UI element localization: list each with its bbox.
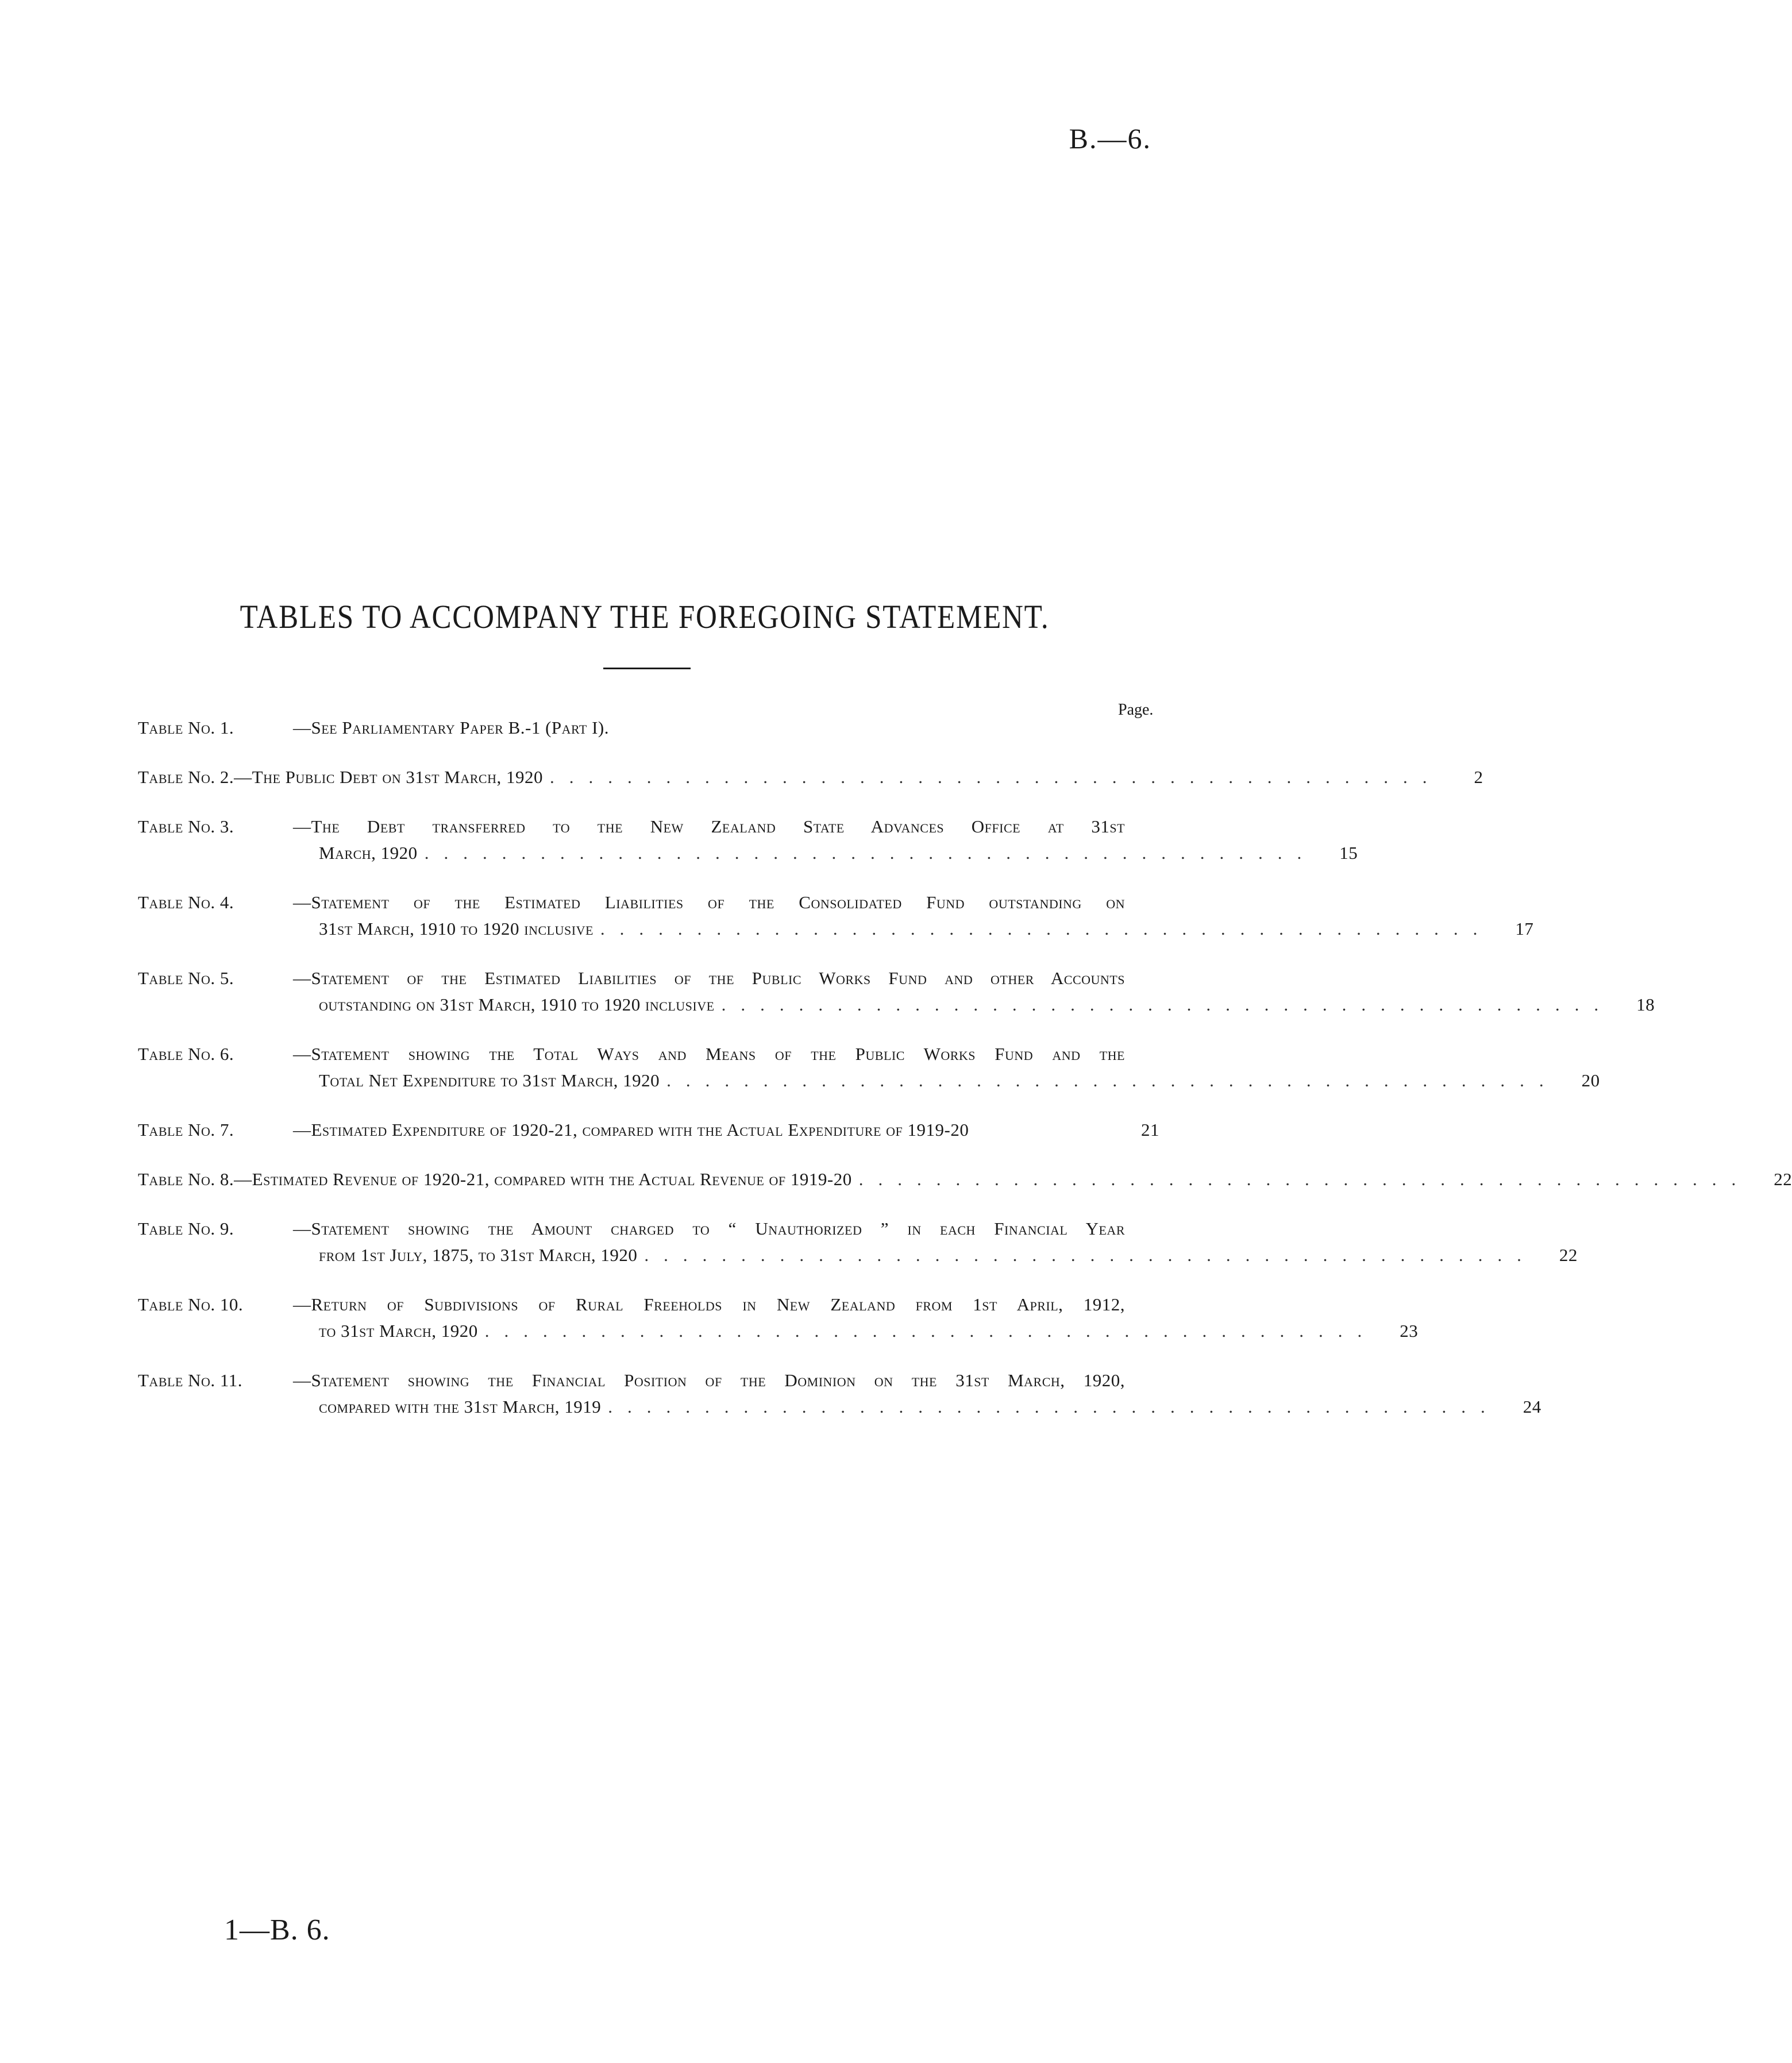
toc-entry-number: Table No. 1. — [138, 718, 234, 738]
page-title: TABLES TO ACCOMPANY THE FOREGOING STATEMENT. — [240, 598, 1050, 635]
toc-entry-page: 21 — [1141, 1120, 1159, 1140]
toc-entry-number: Table No. 3. — [138, 816, 234, 836]
signature-reference: 1—B. 6. — [224, 1914, 330, 1946]
toc-entry-title: —Statement showing the Total Ways and Means of the Public Works Fund and the — [293, 1044, 1125, 1064]
toc-entry-page: 22 — [1559, 1245, 1578, 1265]
toc-entry-title-cont: outstanding on 31st March, 1910 to 1920 inclusive — [319, 994, 715, 1015]
toc-entry-number: Table No. 10. — [138, 1294, 244, 1314]
toc-entry-number: Table No. 11. — [138, 1370, 242, 1390]
toc-entry-page: 2 — [1474, 767, 1483, 787]
dot-leader: .............................................. — [666, 1070, 1559, 1090]
toc-entry-page: 17 — [1515, 919, 1534, 939]
toc-entry-number: Table No. 6. — [138, 1044, 234, 1064]
dot-leader: .............................................. — [721, 994, 1614, 1015]
toc-entry — [138, 1291, 1419, 1344]
toc-entry-page: 18 — [1636, 994, 1655, 1015]
dot-leader: .............................................. — [600, 919, 1493, 939]
toc-entry-number: Table No. 5. — [138, 968, 234, 988]
title-rule — [603, 668, 691, 669]
toc-entry-title: —The Debt transferred to the New Zealand State Advances Office at 31st — [293, 816, 1125, 836]
toc-entry — [138, 1117, 1159, 1143]
page-column-heading: Page. — [1118, 701, 1154, 719]
toc-entry-number: Table No. 4. — [138, 892, 234, 912]
dot-leader: .............................................. — [644, 1245, 1536, 1265]
dot-leader: .............................................. — [549, 767, 1442, 787]
dot-leader: .............................................. — [608, 1397, 1500, 1417]
toc-entry-number: Table No. 2. — [138, 767, 234, 787]
toc-entry-title: —Statement showing the Amount charged to “ Unauthorized ” in each Financial Year — [293, 1218, 1125, 1239]
toc-entry-page: 20 — [1581, 1070, 1600, 1090]
dot-leader: .............................................. — [858, 1169, 1751, 1189]
toc-entry — [138, 1041, 1600, 1094]
toc-entry-title-cont: March, 1920 — [319, 843, 418, 863]
toc-entry-title: —Return of Subdivisions of Rural Freeholds in New Zealand from 1st April, 1912, — [293, 1294, 1125, 1314]
toc-entry — [138, 813, 1358, 866]
toc-entry-title: —Statement showing the Financial Position of the Dominion on the 31st March, 1920, — [293, 1370, 1125, 1390]
dot-leader: .............................................. — [424, 843, 1317, 863]
toc-entry-number: Table No. 9. — [138, 1218, 234, 1239]
toc-entry-title: —Estimated Revenue of 1920-21, compared with the Actual Revenue of 1919-20 — [234, 1169, 852, 1189]
toc-entry — [138, 1367, 1541, 1420]
toc-entry-title-cont: Total Net Expenditure to 31st March, 1920 — [319, 1070, 660, 1090]
toc-entry-page: 15 — [1339, 843, 1358, 863]
toc-entry — [138, 715, 1159, 741]
toc-entry-page: 23 — [1400, 1321, 1419, 1341]
toc-entry — [138, 1166, 1792, 1193]
toc-entry-page: 22 — [1774, 1169, 1792, 1189]
toc-entry — [138, 889, 1534, 942]
toc-entry-title: —Statement of the Estimated Liabilities of the Consolidated Fund outstanding on — [293, 892, 1125, 912]
toc-entry-number: Table No. 7. — [138, 1120, 234, 1140]
toc-entry-title: —See Parliamentary Paper B.-1 (Part I). — [293, 718, 609, 738]
toc-entry-title-cont: from 1st July, 1875, to 31st March, 1920 — [319, 1245, 638, 1265]
toc-entry-page: 24 — [1523, 1397, 1541, 1417]
toc-entry-title-cont: to 31st March, 1920 — [319, 1321, 478, 1341]
page-reference: B.—6. — [1069, 122, 1151, 155]
toc-entry-title: —The Public Debt on 31st March, 1920 — [234, 767, 543, 787]
dot-leader: .............................................. — [484, 1321, 1377, 1341]
toc-entry-title-cont: compared with the 31st March, 1919 — [319, 1397, 602, 1417]
table-of-contents — [138, 702, 1792, 1443]
toc-entry-number: Table No. 8. — [138, 1169, 234, 1189]
toc-entry-title: —Estimated Expenditure of 1920-21, compared with the Actual Expenditure of 1919-20 — [293, 1120, 969, 1140]
toc-entry — [138, 764, 1483, 791]
toc-entry — [138, 965, 1655, 1018]
toc-entry-title-cont: 31st March, 1910 to 1920 inclusive — [319, 919, 594, 939]
toc-entry-title: —Statement of the Estimated Liabilities of the Public Works Fund and other Accounts — [293, 968, 1125, 988]
toc-entry — [138, 1216, 1578, 1268]
